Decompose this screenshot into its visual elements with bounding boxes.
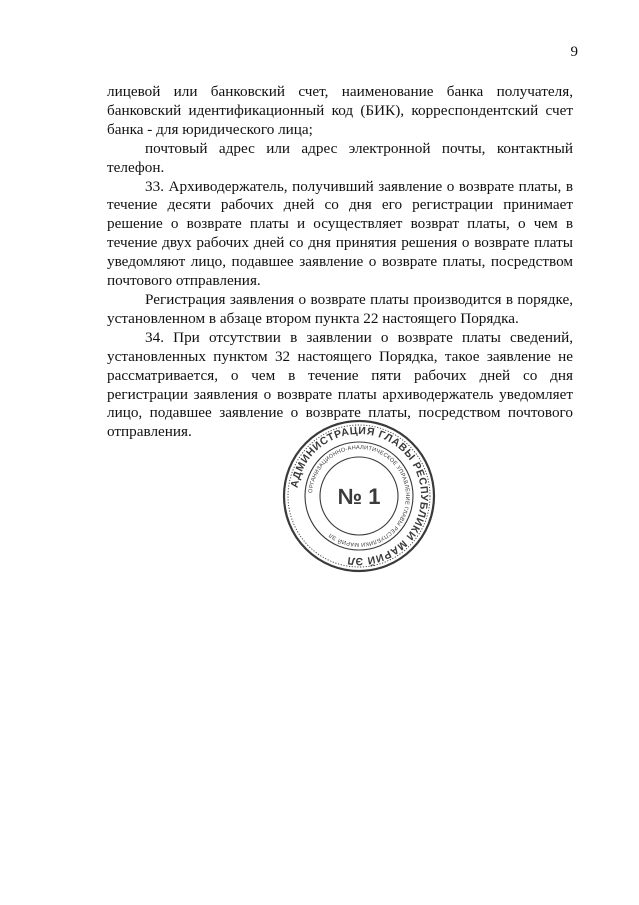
- seal-outer-text: АДМИНИСТРАЦИЯ ГЛАВЫ РЕСПУБЛИКИ МАРИЙ ЭЛ: [288, 424, 431, 568]
- official-seal: [281, 418, 437, 574]
- paragraph-registration: Регистрация заявления о возврате платы производится в порядке, установленном в абзаце втором пункта 22 настоящего Порядка.: [107, 290, 573, 327]
- seal-center-number: № 1: [337, 484, 381, 509]
- document-body: [107, 83, 573, 442]
- paragraph-postal-address: почтовый адрес или адрес электронной почты, контактный телефон.: [107, 139, 573, 176]
- paragraph-bank-details: лицевой или банковский счет, наименование банка получателя, банковский идентификационный код (БИК), корреспондентский счет банка - для юридического лица;: [107, 83, 573, 138]
- paragraph-clause-33: 33. Архиводержатель, получивший заявление о возврате платы, в течение десяти рабочих дней со дня его регистрации принимает решение о возврате платы и осуществляет возврат платы, о чем в течение двух рабочих дней со дня принятия решения о возврате платы уведомляют лицо, подавшее заявление о возврате платы, посредством почтового отправления.: [107, 177, 573, 290]
- seal-inner-text: ОРГАНИЗАЦИОННО-АНАЛИТИЧЕСКОЕ УПРАВЛЕНИЕ ГЛАВЫ РЕСПУБЛИКИ МАРИЙ ЭЛ: [308, 444, 411, 548]
- paragraph-clause-34: 34. При отсутствии в заявлении о возврате платы сведений, установленных пунктом 32 настоящего Порядка, такое заявление не рассматривается, о чем в течение пяти рабочих дней со дня регистрации заявления о возврате платы архиводержатель уведомляет лицо, подавшее заявление о возврате платы, посредством почтового отправления.: [107, 328, 573, 441]
- page-number: 9: [570, 44, 578, 60]
- seal-graphic: [281, 418, 437, 574]
